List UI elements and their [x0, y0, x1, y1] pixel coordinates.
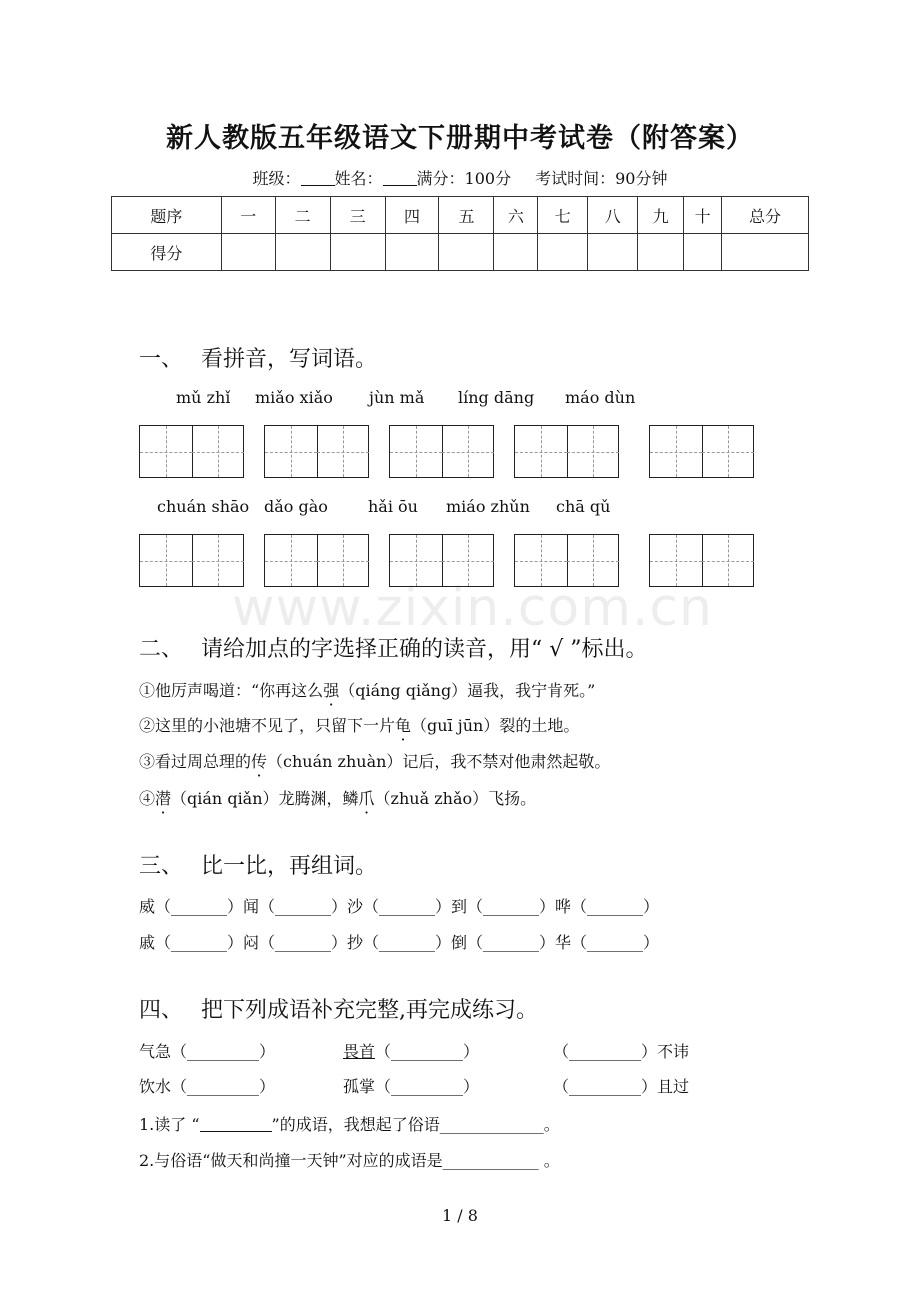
- question-item: ④潜（qián qiǎn）龙腾渊，鳞爪（zhuǎ zhǎo）飞扬。: [139, 789, 537, 808]
- full-score: 满分：100分: [416, 169, 512, 188]
- score-cell[interactable]: [385, 234, 439, 271]
- pinyin-7: dǎo gào: [264, 497, 328, 516]
- section-title: 请给加点的字选择正确的读音，用“ √ ”标出。: [201, 637, 648, 662]
- exam-time: 考试时间：90分钟: [535, 169, 668, 188]
- dotted-char: 潜: [155, 789, 172, 808]
- section-number: 二、: [139, 637, 184, 662]
- pinyin-6: chuán shāo: [157, 497, 250, 516]
- page-title: 新人教版五年级语文下册期中考试卷（附答案）: [166, 123, 754, 154]
- pinyin-choice[interactable]: （qiáng qiǎng）逼我，我宁肯死。”: [339, 681, 596, 700]
- compare-row-2[interactable]: 戚（_______）闷（_______）抄（_______）倒（_______）华（_______）: [139, 933, 660, 952]
- dotted-char: 传: [251, 752, 268, 771]
- class-blank: [301, 171, 335, 186]
- name-label: 姓名：: [334, 169, 383, 188]
- score-cell[interactable]: [330, 234, 385, 271]
- exam-info: [0, 166, 920, 189]
- idiom-blank[interactable]: 饮水（_________）: [139, 1077, 276, 1096]
- score-row-label: 得分: [112, 234, 222, 271]
- section-1-heading: [139, 342, 377, 373]
- pinyin-choice[interactable]: （zhuǎ zhǎo）飞扬。: [374, 789, 537, 808]
- header-cell: 二: [275, 197, 330, 234]
- section-title: 看拼音，写词语。: [201, 347, 378, 372]
- writing-grid[interactable]: [389, 425, 494, 478]
- pinyin-10: chā qǔ: [556, 497, 611, 516]
- header-cell: 八: [588, 197, 638, 234]
- dotted-char: 爪: [358, 789, 375, 808]
- section-title: 把下列成语补充完整,再完成练习。: [201, 998, 538, 1023]
- score-cell[interactable]: [439, 234, 494, 271]
- score-cell[interactable]: [275, 234, 330, 271]
- score-cell[interactable]: [684, 234, 722, 271]
- dotted-char: 龟: [395, 716, 412, 735]
- pinyin-9: miáo zhǔn: [446, 497, 530, 516]
- section-number: 四、: [139, 998, 184, 1023]
- page-number: 1 / 8: [442, 1206, 478, 1225]
- header-cell: 五: [439, 197, 494, 234]
- pinyin-4: líng dāng: [458, 388, 535, 407]
- pinyin-2: miǎo xiǎo: [255, 388, 333, 407]
- question-item: ③看过周总理的传（chuán zhuàn）记后，我不禁对他肃然起敬。: [139, 752, 611, 771]
- section-2-heading: [139, 632, 648, 663]
- header-cell: 三: [330, 197, 385, 234]
- compare-row-1[interactable]: 威（_______）闻（_______）沙（_______）到（_______）哗（_______）: [139, 897, 660, 916]
- pinyin-3: jùn mǎ: [369, 388, 425, 407]
- watermark: www.zixin.com.cn: [232, 578, 713, 638]
- pinyin-5: máo dùn: [565, 388, 636, 407]
- header-cell: 题序: [112, 197, 222, 234]
- header-cell: 六: [494, 197, 538, 234]
- question-item: ②这里的小池塘不见了，只留下一片龟（guī jūn）裂的土地。: [139, 716, 580, 735]
- score-header-row: [112, 197, 809, 234]
- pinyin-1: mǔ zhǐ: [176, 388, 231, 407]
- score-table: [111, 196, 809, 271]
- idiom-blank[interactable]: 畏首（_________）: [343, 1042, 480, 1061]
- name-blank: [383, 171, 417, 186]
- idiom-blank[interactable]: 孤掌（_________）: [343, 1077, 480, 1096]
- pinyin-choice[interactable]: （chuán zhuàn）记后，我不禁对他肃然起敬。: [267, 752, 611, 771]
- class-label: 班级：: [252, 169, 301, 188]
- score-cell[interactable]: [638, 234, 684, 271]
- pinyin-8: hǎi ōu: [368, 497, 418, 516]
- header-cell: 九: [638, 197, 684, 234]
- pinyin-choice[interactable]: （guī jūn）裂的土地。: [411, 716, 580, 735]
- writing-grid[interactable]: [649, 425, 754, 478]
- writing-grid[interactable]: [139, 425, 244, 478]
- writing-grid[interactable]: [139, 534, 244, 587]
- writing-grid[interactable]: [264, 425, 369, 478]
- section-4-heading: [139, 993, 538, 1024]
- section-number: 一、: [139, 347, 184, 372]
- question-item: ①他厉声喝道：“你再这么强（qiáng qiǎng）逼我，我宁肯死。”: [139, 681, 596, 700]
- score-cell[interactable]: [588, 234, 638, 271]
- answer-blank[interactable]: [200, 1117, 272, 1132]
- question-2[interactable]: 2.与俗语“做天和尚撞一天钟”对应的成语是____________ 。: [139, 1151, 560, 1170]
- idiom-blank[interactable]: （_________）不讳: [553, 1042, 690, 1061]
- section-3-heading: [139, 849, 377, 880]
- score-cell[interactable]: [221, 234, 275, 271]
- header-cell: 总分: [722, 197, 809, 234]
- dotted-char: 强: [323, 681, 340, 700]
- header-cell: 四: [385, 197, 439, 234]
- pinyin-choice[interactable]: （qián qiǎn）龙腾渊，鳞: [171, 789, 359, 808]
- section-number: 三、: [139, 854, 184, 879]
- section-title: 比一比，再组词。: [201, 854, 378, 879]
- score-row: [112, 234, 809, 271]
- question-1: 1.读了 “ ”的成语，我想起了俗语_____________。: [139, 1115, 560, 1134]
- header-cell: 十: [684, 197, 722, 234]
- score-cell[interactable]: [494, 234, 538, 271]
- idiom-blank[interactable]: 气急（_________）: [139, 1042, 276, 1061]
- idiom-blank[interactable]: （_________）且过: [553, 1077, 690, 1096]
- score-cell[interactable]: [538, 234, 588, 271]
- score-cell[interactable]: [722, 234, 809, 271]
- header-cell: 七: [538, 197, 588, 234]
- header-cell: 一: [221, 197, 275, 234]
- writing-grid[interactable]: [514, 425, 619, 478]
